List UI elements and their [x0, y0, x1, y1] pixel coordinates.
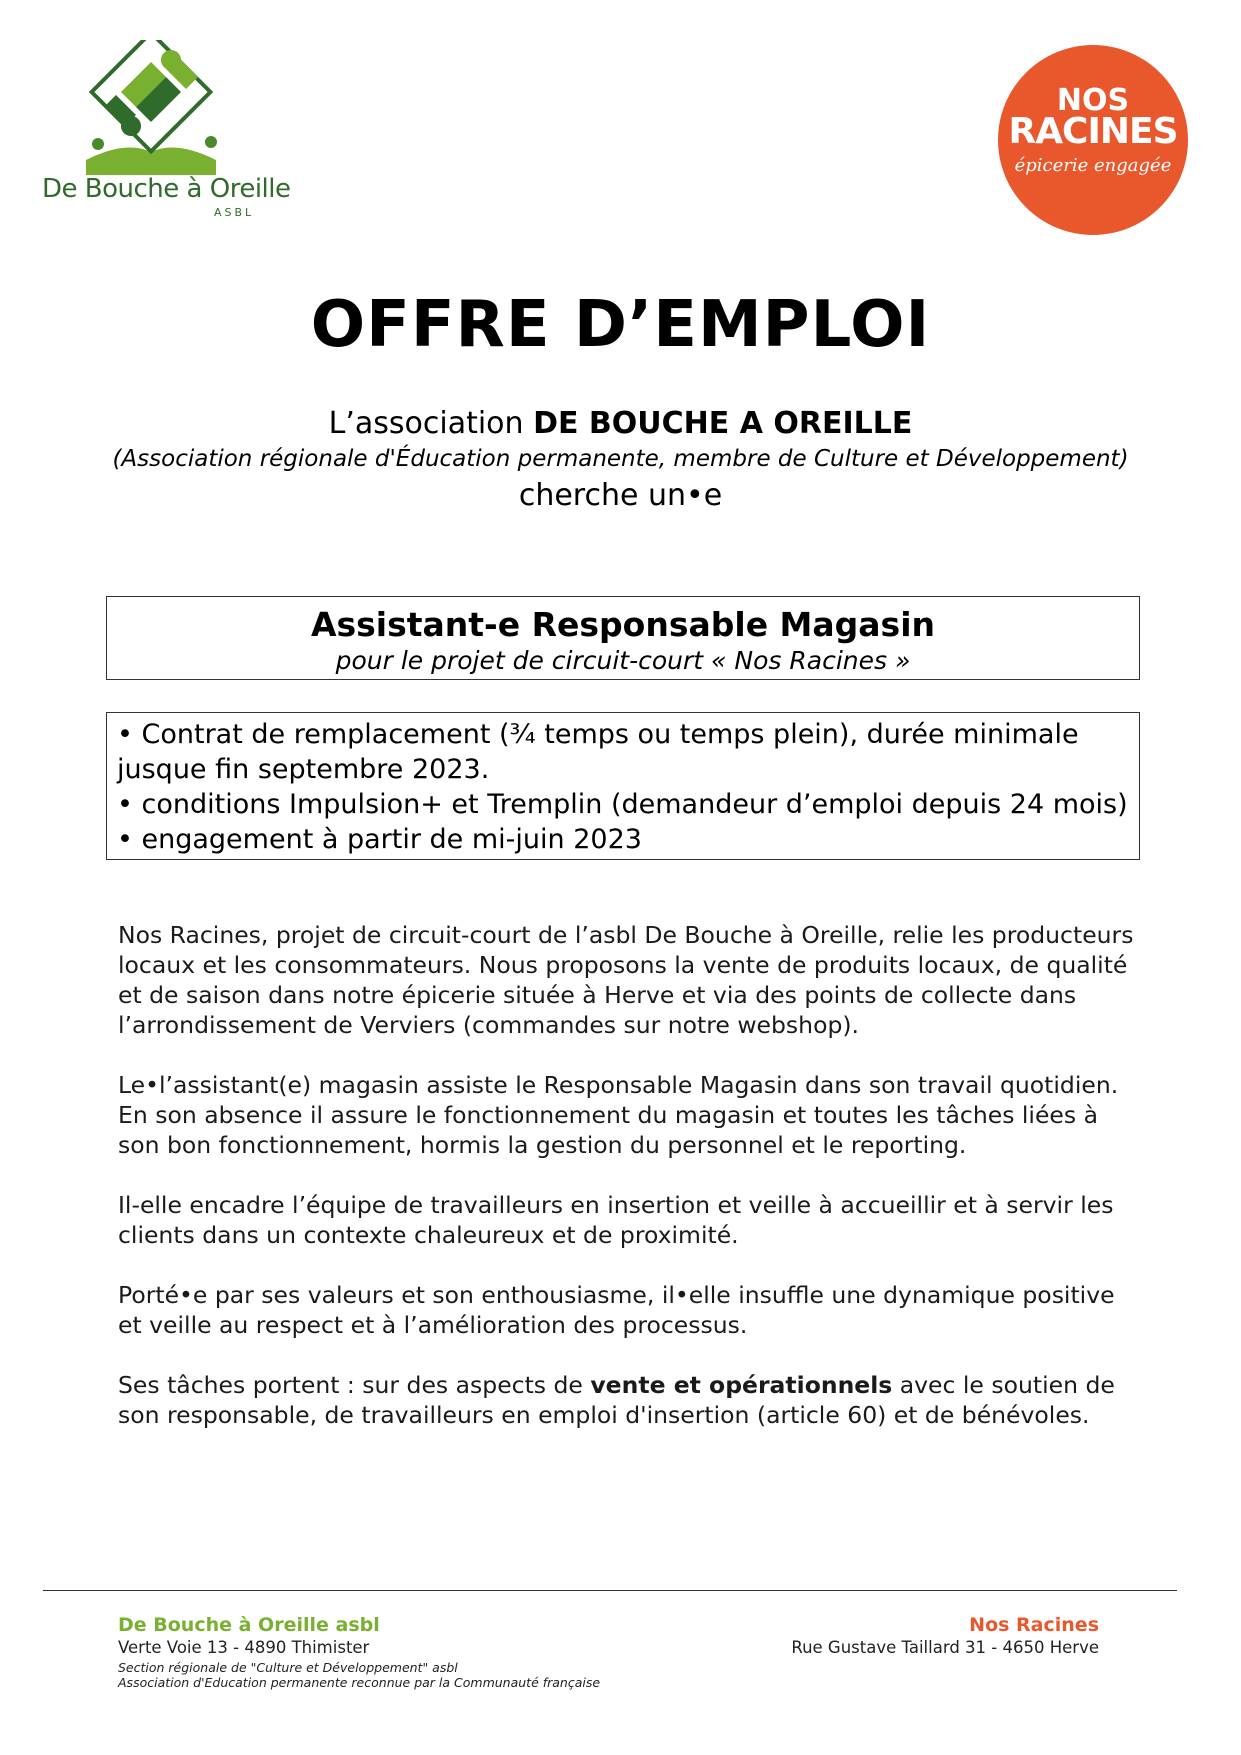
footer-left-address: Verte Voie 13 - 4890 Thimister: [118, 1638, 370, 1657]
logo-right-line1: NOS: [1056, 83, 1130, 118]
association-prefix: L’association: [328, 406, 534, 441]
paragraph: [118, 1370, 1138, 1430]
footer-left-note: Section régionale de "Culture et Développement" asbl: [118, 1660, 458, 1675]
logo-left-name: De Bouche à Oreille: [42, 174, 291, 204]
condition-line: • engagement à partir de mi-juin 2023: [117, 824, 642, 855]
condition-line: jusque fin septembre 2023.: [117, 754, 490, 785]
footer-right-address: Rue Gustave Taillard 31 - 4650 Herve: [791, 1638, 1099, 1657]
paragraph-bold: vente et opérationnels: [590, 1371, 893, 1399]
logo-de-bouche-a-oreille: [36, 40, 291, 230]
condition-line: • conditions Impulsion+ et Tremplin (demandeur d’emploi depuis 24 mois): [117, 789, 1128, 820]
position-subtitle: pour le projet de circuit-court « Nos Racines »: [335, 646, 911, 675]
footer-left-name: De Bouche à Oreille asbl: [118, 1614, 380, 1636]
association-line: [0, 406, 1241, 441]
logo-right-line2: RACINES: [1008, 111, 1178, 152]
page-title: OFFRE D’EMPLOI: [310, 288, 931, 362]
association-subtitle: (Association régionale d'Éducation permanente, membre de Culture et Développement): [112, 446, 1129, 472]
footer-right-name: Nos Racines: [969, 1614, 1099, 1636]
paragraph: Le•l’assistant(e) magasin assiste le Responsable Magasin dans son travail quotidien. En son absence il assure le fonctionnement du magasin et toutes les tâches liées à son bon fonctionnement, hormis la gestion du personnel et le reporting.: [118, 1071, 1119, 1159]
paragraph: Porté•e par ses valeurs et son enthousiasme, il•elle insuffle une dynamique positive et veille au respect et à l’amélioration des processus.: [118, 1281, 1115, 1339]
logo-right-line3: épicerie engagée: [1014, 155, 1172, 176]
logo-left-sub: ASBL: [214, 206, 255, 219]
conditions-box: [106, 712, 1140, 860]
position-box: [106, 596, 1140, 680]
association-name: DE BOUCHE A OREILLE: [533, 406, 913, 441]
paragraph-part: avec le soutien de son responsable, de travailleurs en emploi d'insertion (article 60) et de bénévoles.: [118, 1371, 1115, 1429]
logo-nos-racines: [998, 45, 1188, 235]
paragraph: Nos Racines, projet de circuit-court de l’asbl De Bouche à Oreille, relie les producteurs locaux et les consommateurs. Nous proposons la vente de produits locaux, de qualité et de saison dans notre épicerie située à Herve et via des points de collecte dans l’arrondissement de Verviers (commandes sur notre webshop).: [118, 921, 1134, 1039]
footer-divider: [43, 1590, 1177, 1591]
position-title: Assistant-e Responsable Magasin: [310, 605, 936, 644]
paragraph-part: Ses tâches portent : sur des aspects de: [118, 1371, 591, 1399]
condition-line: • Contrat de remplacement (¾ temps ou temps plein), durée minimale: [117, 719, 1079, 750]
footer-left-note: Association d'Education permanente reconnue par la Communauté française: [118, 1675, 601, 1690]
seeks-line: cherche un•e: [518, 478, 723, 513]
paragraph: Il-elle encadre l’équipe de travailleurs en insertion et veille à accueillir et à servir les clients dans un contexte chaleureux et de proximité.: [118, 1191, 1114, 1249]
body-text: [118, 920, 1138, 1460]
interlocking-diamond-logo-icon: [76, 40, 226, 175]
